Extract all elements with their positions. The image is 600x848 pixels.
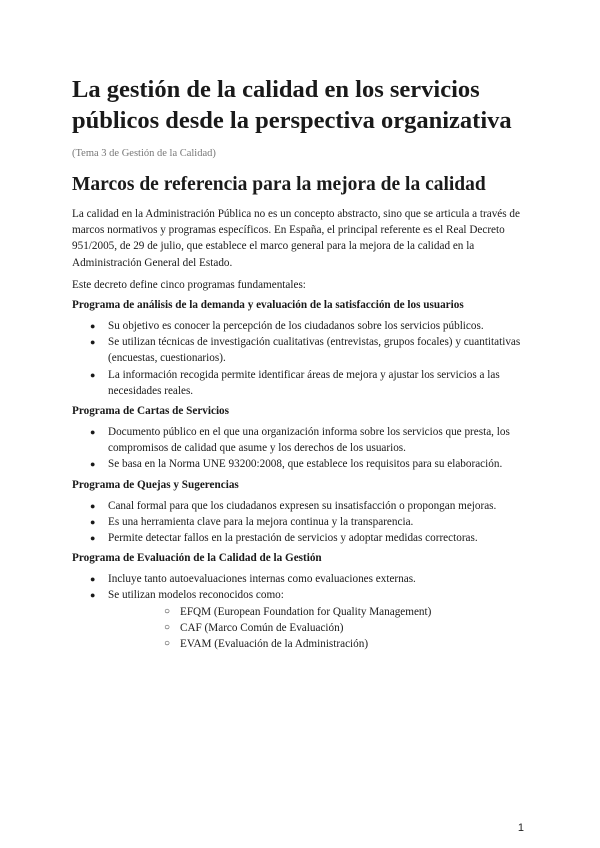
ring-bullet-icon: ○ <box>164 638 171 650</box>
list-item <box>72 456 532 472</box>
model-item-text: EFQM (European Foundation for Quality Management) <box>180 605 432 618</box>
list-item-text: Documento público en el que una organización informa sobre los servicios que presta, los compromisos de calidad que asume y los derechos de los usuarios. <box>108 426 510 455</box>
list-item <box>72 334 532 366</box>
bullet-icon: ● <box>90 500 96 511</box>
bullet-icon: ● <box>90 321 96 332</box>
list-item-text: Se basa en la Norma UNE 93200:2008, que establece los requisitos para su elaboración. <box>108 458 503 471</box>
list-item <box>72 498 532 514</box>
document-page <box>72 74 532 652</box>
decree-paragraph: Este decreto define cinco programas fundamentales: <box>72 278 306 291</box>
list-item <box>72 367 532 399</box>
bullet-icon: ● <box>90 574 96 585</box>
list-item <box>72 424 532 456</box>
document-subtitle: (Tema 3 de Gestión de la Calidad) <box>72 148 216 159</box>
program-list-complaints <box>72 498 532 547</box>
model-item-efqm <box>108 604 532 620</box>
list-item-text: Canal formal para que los ciudadanos expresen su insatisfacción o propongan mejoras. <box>108 499 497 512</box>
model-item-text: EVAM (Evaluación de la Administración) <box>180 638 369 651</box>
bullet-icon: ● <box>90 533 96 544</box>
quality-models-list <box>108 604 532 653</box>
program-heading-service-charters: Programa de Cartas de Servicios <box>72 405 230 418</box>
model-item-evam <box>108 636 532 652</box>
document-title: La gestión de la calidad en los servicios públicos desde la perspectiva organizativa <box>72 76 512 134</box>
list-item-text: Permite detectar fallos en la prestación de servicios y adoptar medidas correctoras. <box>108 532 478 545</box>
program-heading-complaints: Programa de Quejas y Sugerencias <box>72 478 239 491</box>
list-item <box>72 571 532 587</box>
program-heading-demand-analysis: Programa de análisis de la demanda y evaluación de la satisfacción de los usuarios <box>72 299 464 312</box>
model-item-caf <box>108 620 532 636</box>
bullet-icon: ● <box>90 459 96 470</box>
list-item-text: Es una herramienta clave para la mejora continua y la transparencia. <box>108 515 414 528</box>
list-item <box>72 318 532 334</box>
program-heading-quality-evaluation: Programa de Evaluación de la Calidad de la Gestión <box>72 552 322 565</box>
bullet-icon: ● <box>90 590 96 601</box>
program-list-demand-analysis <box>72 318 532 399</box>
list-item-text: La información recogida permite identificar áreas de mejora y ajustar los servicios a las necesidades reales. <box>108 368 500 397</box>
list-item-text: Su objetivo es conocer la percepción de los ciudadanos sobre los servicios públicos. <box>108 320 484 333</box>
ring-bullet-icon: ○ <box>164 621 171 633</box>
list-item <box>72 587 532 652</box>
bullet-icon: ● <box>90 337 96 348</box>
ring-bullet-icon: ○ <box>164 605 171 617</box>
list-item-text: Se utilizan técnicas de investigación cualitativas (entrevistas, grupos focales) y cuantitativas (encuestas, cuestionarios). <box>108 336 521 365</box>
program-list-service-charters <box>72 424 532 473</box>
page-number: 1 <box>517 822 524 834</box>
model-item-text: CAF (Marco Común de Evaluación) <box>180 621 344 634</box>
intro-paragraph: La calidad en la Administración Pública no es un concepto abstracto, sino que se articula a través de marcos normativos y programas específicos. En España, el principal referente es el Real Decreto 951/2005, de 29 de julio, que establece el marco general para la mejora de la calidad en la Administración General del Estado. <box>72 208 520 269</box>
list-item-text: Incluye tanto autoevaluaciones internas como evaluaciones externas. <box>108 573 416 586</box>
list-item <box>72 530 532 546</box>
bullet-icon: ● <box>90 516 96 527</box>
list-item-text: Se utilizan modelos reconocidos como: <box>108 589 284 602</box>
section-heading: Marcos de referencia para la mejora de la calidad <box>72 174 486 195</box>
list-item <box>72 514 532 530</box>
bullet-icon: ● <box>90 369 96 380</box>
bullet-icon: ● <box>90 427 96 438</box>
program-list-quality-evaluation <box>72 571 532 652</box>
